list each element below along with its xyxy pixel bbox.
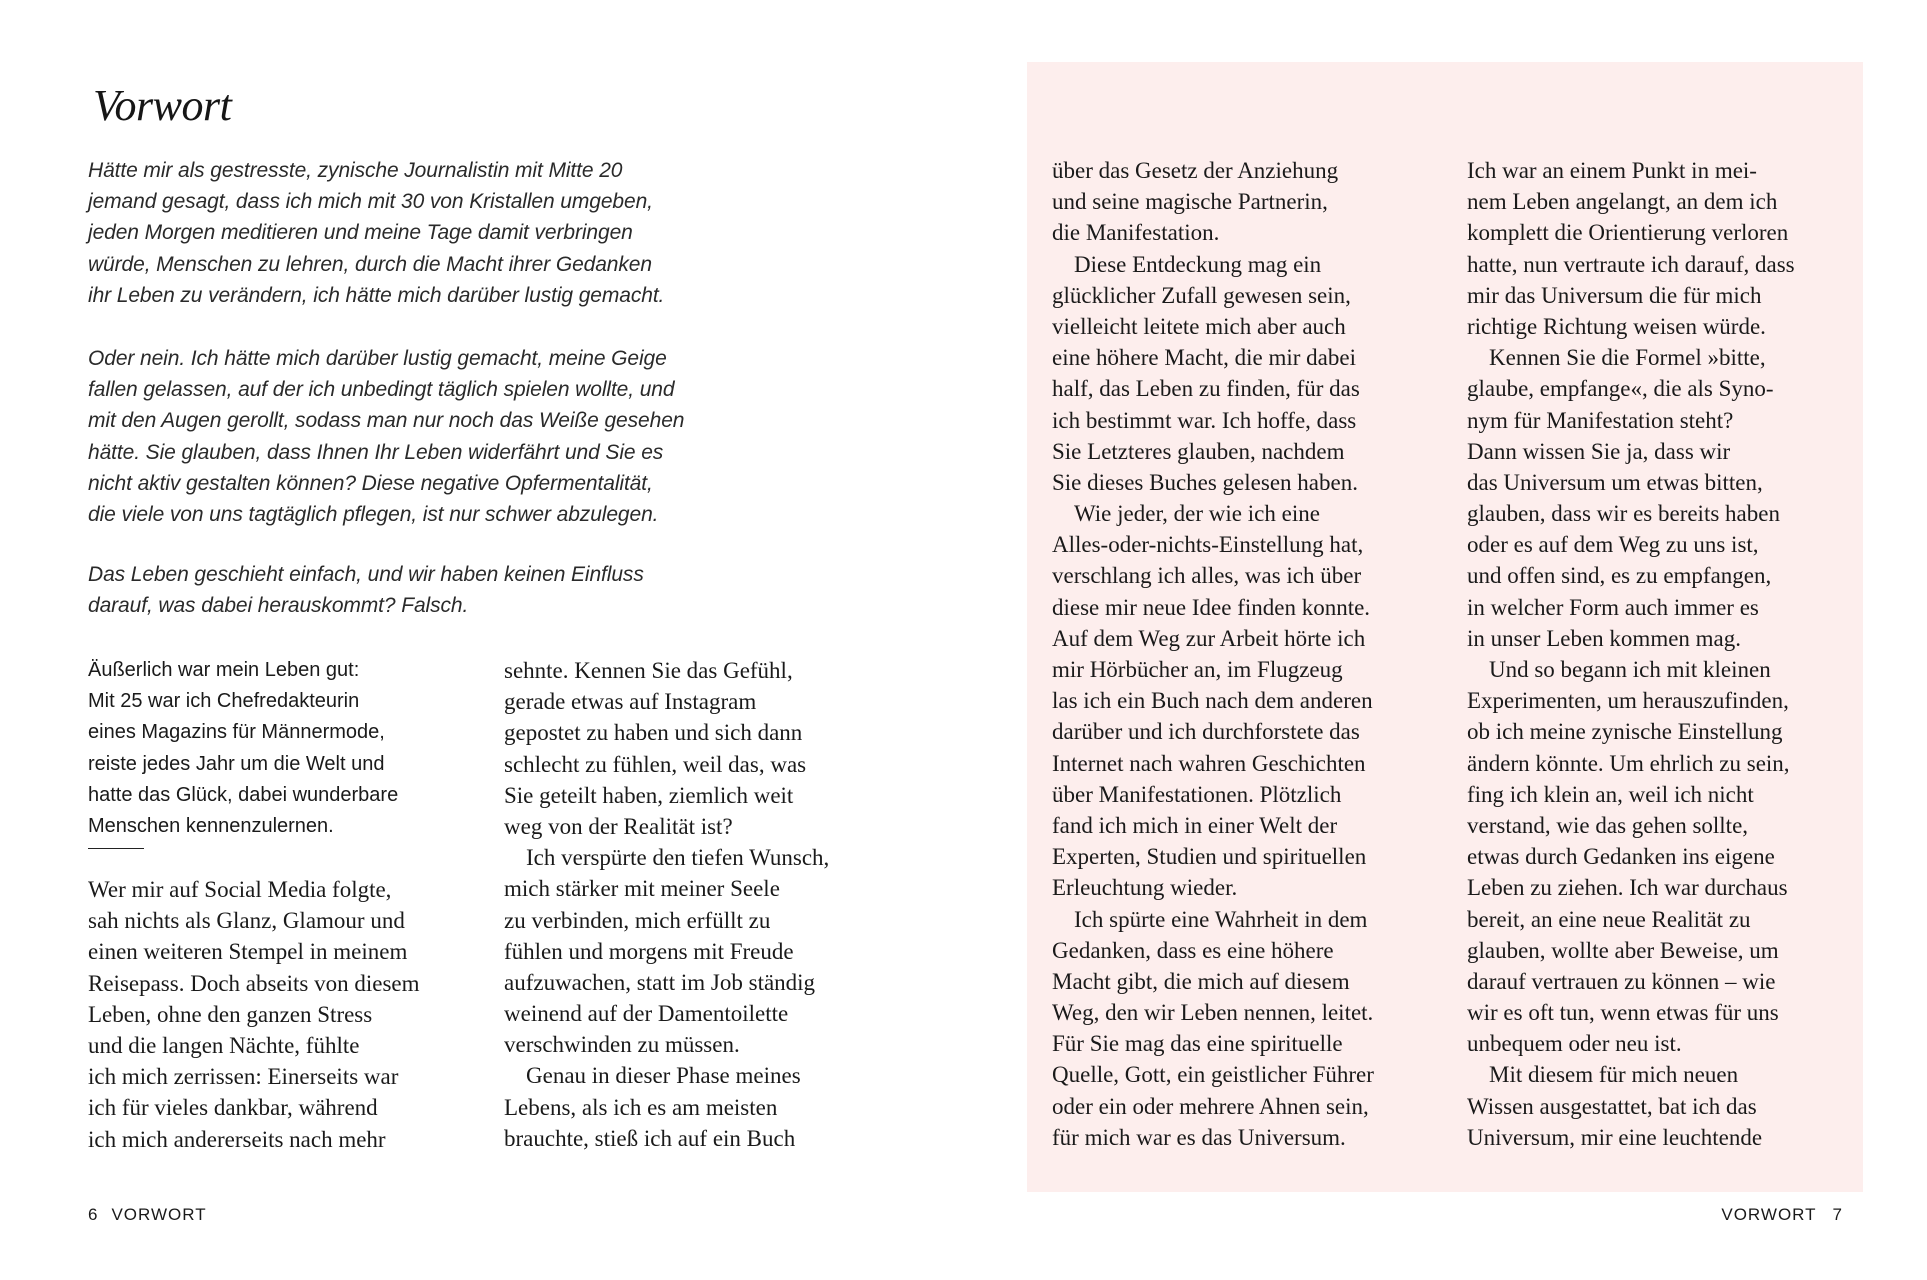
text-line: würde, Menschen zu lehren, durch die Macht ihrer Gedanken <box>88 252 652 276</box>
body-column-4 <box>1467 155 1795 1153</box>
text-line: Leben, ohne den ganzen Stress <box>88 1001 373 1027</box>
text-line: Ich verspürte den tiefen Wunsch, <box>526 845 830 871</box>
text-line: Sie dieses Buches gelesen haben. <box>1052 469 1358 495</box>
text-line: zu verbinden, mich erfüllt zu <box>504 907 771 933</box>
text-line: nicht aktiv gestalten können? Diese negative Opfermentalität, <box>88 471 653 495</box>
text-line: Sie Letzteres glauben, nachdem <box>1052 438 1345 464</box>
text-line: Das Leben geschieht einfach, und wir haben keinen Einfluss <box>88 563 644 586</box>
text-line: in welcher Form auch immer es <box>1467 594 1759 620</box>
text-line: Leben zu ziehen. Ich war durchaus <box>1467 875 1788 901</box>
text-line: weinend auf der Damentoilette <box>504 1001 789 1027</box>
text-line: Mit 25 war ich Chefredakteurin <box>88 690 360 713</box>
text-line: aufzuwachen, statt im Job ständig <box>504 969 816 995</box>
text-line: Wer mir auf Social Media folgte, <box>88 877 392 902</box>
text-line: fallen gelassen, auf der ich unbedingt täglich spielen wollte, und <box>88 378 675 402</box>
intro-paragraph-2 <box>88 343 684 530</box>
footer-right <box>1721 1203 1842 1227</box>
text-line: hatte, nun vertraute ich darauf, dass <box>1467 251 1795 277</box>
running-head: VORWORT <box>111 1205 207 1224</box>
text-line: mit den Augen gerollt, sodass man nur noch das Weiße gesehen <box>88 409 685 433</box>
text-line: schlecht zu fühlen, weil das, was <box>504 751 807 777</box>
text-line: mir das Universum die für mich <box>1467 282 1762 308</box>
text-line: Auf dem Weg zur Arbeit hörte ich <box>1052 625 1366 651</box>
text-line: Universum, mir eine leuchtende <box>1467 1124 1763 1150</box>
text-line: Gedanken, dass es eine höhere <box>1052 937 1334 963</box>
text-line: Hätte mir als gestresste, zynische Journalistin mit Mitte 20 <box>88 159 623 182</box>
text-line: und seine magische Partnerin, <box>1052 189 1328 215</box>
text-line: Dann wissen Sie ja, dass wir <box>1467 438 1731 464</box>
page-number: 7 <box>1832 1205 1842 1224</box>
text-line: Ich spürte eine Wahrheit in dem <box>1074 906 1368 932</box>
text-line: Diese Entdeckung mag ein <box>1074 251 1322 277</box>
section-divider <box>88 848 144 849</box>
text-line: weg von der Realität ist? <box>504 813 733 839</box>
text-line: einen weiteren Stempel in meinem <box>88 939 408 965</box>
text-line: mir Hörbücher an, im Flugzeug <box>1052 657 1343 682</box>
intro-paragraph-3 <box>88 559 644 621</box>
text-line: Macht gibt, die mich auf diesem <box>1052 968 1350 994</box>
text-line: und offen sind, es zu empfangen, <box>1467 563 1772 589</box>
text-line: eines Magazins für Männermode, <box>88 721 385 744</box>
text-line: bereit, an eine neue Realität zu <box>1467 906 1751 932</box>
text-line: darüber und ich durchforstete das <box>1052 719 1360 745</box>
text-line: Ich war an einem Punkt in mei- <box>1467 158 1757 183</box>
text-line: reiste jedes Jahr um die Welt und <box>88 752 385 775</box>
text-line: gerade etwas auf Instagram <box>504 689 757 715</box>
text-line: glaube, empfange«, die als Syno- <box>1467 376 1774 402</box>
text-line: nem Leben angelangt, an dem ich <box>1467 189 1778 215</box>
text-line: die Manifestation. <box>1052 220 1220 246</box>
text-line: fing ich klein an, weil ich nicht <box>1467 781 1754 807</box>
text-line: Erleuchtung wieder. <box>1052 875 1238 901</box>
text-line: in unser Leben kommen mag. <box>1467 625 1742 651</box>
text-line: gepostet zu haben und sich dann <box>504 720 803 746</box>
text-line: Experimenten, um herauszufinden, <box>1467 688 1789 714</box>
text-line: ihr Leben zu verändern, ich hätte mich darüber lustig gemacht. <box>88 283 665 307</box>
text-line: ob ich meine zynische Einstellung <box>1467 719 1783 745</box>
text-line: oder es auf dem Weg zu uns ist, <box>1467 532 1759 558</box>
text-line: die viele von uns tagtäglich pflegen, ist nur schwer abzulegen. <box>88 502 659 526</box>
text-line: verstand, wie das gehen sollte, <box>1467 812 1749 838</box>
text-line: brauchte, stieß ich auf ein Buch <box>504 1125 796 1151</box>
text-line: Experten, Studien und spirituellen <box>1052 844 1367 870</box>
text-line: komplett die Orientierung verloren <box>1467 220 1789 246</box>
text-line: ich bestimmt war. Ich hoffe, dass <box>1052 407 1357 433</box>
text-line: Wie jeder, der wie ich eine <box>1074 501 1320 527</box>
text-line: fand ich mich in einer Welt der <box>1052 812 1338 838</box>
text-line: über das Gesetz der Anziehung <box>1052 158 1339 183</box>
text-line: Alles-oder-nichts-Einstellung hat, <box>1052 532 1364 558</box>
text-line: für mich war es das Universum. <box>1052 1124 1346 1150</box>
text-line: Sie geteilt haben, ziemlich weit <box>504 782 794 808</box>
lead-paragraph <box>88 655 398 842</box>
text-line: sehnte. Kennen Sie das Gefühl, <box>504 658 793 683</box>
text-line: nym für Manifestation steht? <box>1467 407 1734 433</box>
text-line: Menschen kennenzulernen. <box>88 814 334 837</box>
text-line: fühlen und morgens mit Freude <box>504 938 794 964</box>
text-line: glauben, dass wir es bereits haben <box>1467 501 1780 527</box>
text-line: unbequem oder neu ist. <box>1467 1031 1682 1057</box>
text-line: Genau in dieser Phase meines <box>526 1063 801 1089</box>
text-line: und die langen Nächte, fühlte <box>88 1032 360 1058</box>
text-line: half, das Leben zu finden, für das <box>1052 376 1360 402</box>
text-line: verschlang ich alles, was ich über <box>1052 563 1362 589</box>
text-line: Quelle, Gott, ein geistlicher Führer <box>1052 1062 1374 1088</box>
text-line: Lebens, als ich es am meisten <box>504 1094 778 1120</box>
text-line: hätte. Sie glauben, dass Ihnen Ihr Leben widerfährt und Sie es <box>88 440 664 464</box>
text-line: Kennen Sie die Formel »bitte, <box>1489 345 1766 371</box>
body-column-1 <box>88 874 420 1155</box>
text-line: Äußerlich war mein Leben gut: <box>88 659 360 681</box>
text-line: etwas durch Gedanken ins eigene <box>1467 844 1775 870</box>
running-head: VORWORT <box>1721 1205 1817 1224</box>
text-line: wir es oft tun, wenn etwas für uns <box>1467 1000 1779 1026</box>
text-line: ändern könnte. Um ehrlich zu sein, <box>1467 750 1790 776</box>
text-line: jemand gesagt, dass ich mich mit 30 von Kristallen umgeben, <box>88 190 653 214</box>
text-line: Und so begann ich mit kleinen <box>1489 657 1771 682</box>
text-line: Oder nein. Ich hätte mich darüber lustig gemacht, meine Geige <box>88 347 667 370</box>
body-column-2 <box>504 655 829 1154</box>
intro-paragraph-1 <box>88 155 664 311</box>
body-column-3 <box>1052 155 1374 1153</box>
text-line: verschwinden zu müssen. <box>504 1032 740 1058</box>
text-line: Mit diesem für mich neuen <box>1489 1062 1739 1088</box>
footer-left <box>88 1203 207 1227</box>
chapter-title: Vorwort <box>93 81 232 130</box>
text-line: das Universum um etwas bitten, <box>1467 469 1763 495</box>
text-line: vielleicht leitete mich aber auch <box>1052 313 1346 339</box>
text-line: ich mich zerrissen: Einerseits war <box>88 1064 399 1090</box>
text-line: Wissen ausgestattet, bat ich das <box>1467 1093 1757 1119</box>
text-line: über Manifestationen. Plötzlich <box>1052 781 1342 807</box>
text-line: mich stärker mit meiner Seele <box>504 876 780 902</box>
text-line: diese mir neue Idee finden konnte. <box>1052 594 1371 620</box>
text-line: darauf vertrauen zu können – wie <box>1467 968 1776 994</box>
text-line: ich mich andererseits nach mehr <box>88 1126 386 1152</box>
text-line: Weg, den wir Leben nennen, leitet. <box>1052 1000 1374 1026</box>
text-line: las ich ein Buch nach dem anderen <box>1052 688 1373 714</box>
text-line: jeden Morgen meditieren und meine Tage damit verbringen <box>88 221 633 245</box>
text-line: Für Sie mag das eine spirituelle <box>1052 1031 1343 1057</box>
text-line: richtige Richtung weisen würde. <box>1467 313 1766 339</box>
text-line: glücklicher Zufall gewesen sein, <box>1052 282 1351 308</box>
text-line: darauf, was dabei herauskommt? Falsch. <box>88 594 469 618</box>
text-line: ich für vieles dankbar, während <box>88 1095 378 1121</box>
text-line: glauben, wollte aber Beweise, um <box>1467 937 1779 963</box>
text-line: Reisepass. Doch abseits von diesem <box>88 970 420 996</box>
page-number: 6 <box>88 1205 98 1224</box>
text-line: Internet nach wahren Geschichten <box>1052 750 1366 776</box>
text-line: sah nichts als Glanz, Glamour und <box>88 908 405 934</box>
text-line: eine höhere Macht, die mir dabei <box>1052 345 1356 371</box>
text-line: oder ein oder mehrere Ahnen sein, <box>1052 1093 1369 1119</box>
text-line: hatte das Glück, dabei wunderbare <box>88 783 399 806</box>
